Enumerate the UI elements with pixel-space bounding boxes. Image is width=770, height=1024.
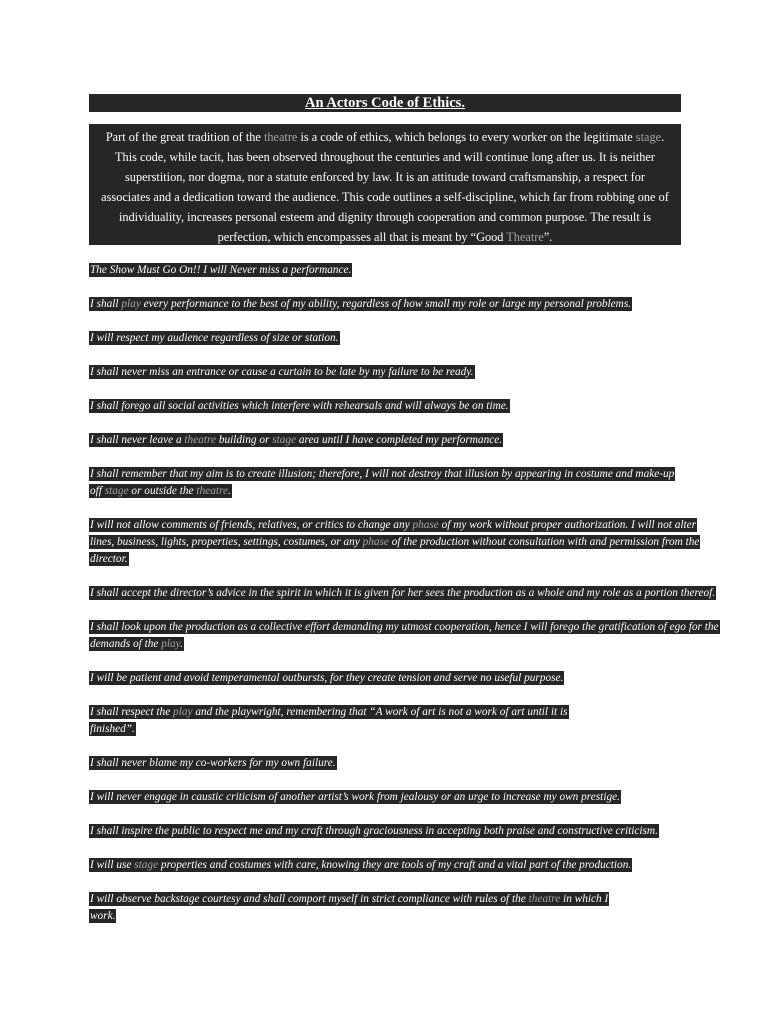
highlighted-term: theatre: [263, 130, 298, 144]
rule-line-highlight: [89, 892, 609, 906]
intro-line: [89, 147, 681, 167]
rule-text: I shall inspire the public to respect me and my craft through graciousness in accepting both praise and constructive criticism.: [90, 825, 658, 837]
highlighted-term: stage: [104, 485, 129, 497]
rule-line-highlight: [89, 433, 503, 447]
rule-text: I will use: [90, 859, 135, 871]
highlighted-term: Theatre: [506, 230, 544, 244]
rule-line-highlight: [89, 586, 716, 600]
highlighted-term: phase: [362, 536, 389, 548]
highlighted-term: stage: [272, 434, 297, 446]
intro-text: perfection, which encompasses all that is meant by “Good: [217, 230, 507, 244]
highlighted-term: theatre: [528, 893, 561, 905]
rule-line: [89, 670, 564, 687]
rule-line-highlight: [89, 790, 621, 804]
rule-text: finished”.: [90, 723, 135, 735]
rule-item: [89, 755, 337, 772]
rule-line: [89, 534, 700, 551]
rule-line: [89, 483, 675, 500]
rule-text: I shall never blame my co-workers for my own failure.: [90, 757, 336, 769]
rule-line-highlight: [89, 671, 564, 685]
rule-item: [89, 891, 609, 925]
highlighted-term: phase: [412, 519, 439, 531]
intro-line: [89, 127, 681, 147]
intro-line: [89, 167, 681, 187]
rule-item: [89, 619, 720, 653]
highlighted-term: play: [121, 298, 141, 310]
rule-line: [89, 364, 475, 381]
intro-text: is a code of ethics, which belongs to every worker on the legitimate: [297, 130, 636, 144]
rule-line-highlight: [89, 535, 700, 549]
rule-text: I shall remember that my aim is to create illusion; therefore, I will not destroy that illusion by appearing in costume and make-up: [90, 468, 675, 480]
intro-text: superstition, nor dogma, nor a statute enforced by law. It is an attitude toward craftsmanship, a respect for: [125, 170, 645, 184]
intro-text: .: [661, 130, 665, 144]
rule-line-highlight: [89, 620, 720, 634]
rule-item: [89, 466, 675, 500]
rule-line: [89, 517, 700, 534]
rule-line: [89, 466, 675, 483]
rule-text: I will not allow comments of friends, relatives, or critics to change any: [90, 519, 413, 531]
rule-line: [89, 398, 510, 415]
rule-text: I will observe backstage courtesy and shall comport myself in strict compliance with rules of the: [90, 893, 529, 905]
rule-line: [89, 789, 621, 806]
rule-line-highlight: [89, 518, 697, 532]
rule-text: lines, business, lights, properties, settings, costumes, or any: [90, 536, 363, 548]
intro-paragraph: [89, 124, 681, 245]
rule-text: I shall accept the director’s advice in the spirit in which it is given for her sees the production as a whole and my role as a portion thereof.: [90, 587, 716, 599]
rule-text: director.: [90, 553, 128, 565]
rule-item: [89, 517, 700, 568]
rule-line-highlight: [89, 637, 184, 651]
highlighted-term: stage: [635, 130, 662, 144]
rule-line-highlight: [89, 399, 510, 413]
rule-text: The Show Must Go On!! I will Never miss a performance.: [90, 264, 352, 276]
rule-text: I shall forego all social activities which interfere with rehearsals and will always be on time.: [90, 400, 509, 412]
rule-text: or outside the: [128, 485, 197, 497]
rule-item: [89, 704, 569, 738]
rule-text: I shall: [90, 298, 122, 310]
highlighted-term: play: [161, 638, 181, 650]
rule-item: [89, 364, 475, 381]
intro-text: associates and a dedication toward the audience. This code outlines a self-discipline, which far from robbing one of: [101, 190, 669, 204]
rule-text: I will respect my audience regardless of size or station.: [90, 332, 339, 344]
rule-item: [89, 262, 352, 279]
rule-text: and the playwright, remembering that “A work of art is not a work of art until it is: [192, 706, 568, 718]
rule-item: [89, 857, 632, 874]
rule-line: [89, 585, 716, 602]
rule-text: area until I have completed my performance.: [296, 434, 503, 446]
rule-line: [89, 857, 632, 874]
rule-line-highlight: [89, 722, 136, 736]
rule-line-highlight: [89, 756, 337, 770]
rule-text: I shall respect the: [90, 706, 174, 718]
rule-line-highlight: [89, 467, 675, 481]
rule-text: properties and costumes with care, knowing they are tools of my craft and a vital part of the production.: [158, 859, 632, 871]
rule-text: demands of the: [90, 638, 162, 650]
rule-line: [89, 908, 609, 925]
rule-line: [89, 262, 352, 279]
rule-line-highlight: [89, 484, 232, 498]
document-title: [89, 94, 681, 112]
rule-text: of my work without proper authorization. I will not alter: [438, 519, 697, 531]
rule-text: .: [180, 638, 183, 650]
rule-line-highlight: [89, 552, 129, 566]
rule-text: .: [227, 485, 231, 497]
rule-text: I will be patient and avoid temperamental outbursts, for they create tension and serve no useful purpose.: [90, 672, 564, 684]
rule-item: [89, 296, 632, 313]
rule-line-highlight: [89, 858, 632, 872]
intro-line: [89, 207, 681, 227]
highlighted-term: stage: [134, 859, 159, 871]
rule-line-highlight: [89, 365, 475, 379]
rule-text: work.: [90, 910, 116, 922]
rule-text: I will never engage in caustic criticism of another artist’s work from jealousy or an urge to increase my own prestige.: [90, 791, 620, 803]
rule-line: [89, 296, 632, 313]
rule-item: [89, 432, 503, 449]
rule-text: I shall look upon the production as a collective effort demanding my utmost cooperation, hence I will forego the gratification of ego for the: [90, 621, 719, 633]
rule-line: [89, 619, 720, 636]
rule-item: [89, 823, 659, 840]
highlighted-term: theatre: [184, 434, 217, 446]
rule-line: [89, 636, 720, 653]
rule-line-highlight: [89, 705, 569, 719]
rule-item: [89, 398, 510, 415]
rule-line: [89, 721, 569, 738]
rule-text: every performance to the best of my ability, regardless of how small my role or large my personal problems.: [140, 298, 632, 310]
rule-text: I shall never miss an entrance or cause a curtain to be late by my failure to be ready.: [90, 366, 474, 378]
document-title-text: An Actors Code of Ethics.: [305, 95, 465, 111]
rule-line: [89, 823, 659, 840]
rule-line-highlight: [89, 824, 659, 838]
intro-line: [89, 227, 681, 247]
rule-line: [89, 432, 503, 449]
highlighted-term: theatre: [196, 485, 228, 497]
intro-text: individuality, increases personal esteem and dignity through cooperation and common purpose. The result is: [118, 210, 652, 224]
rule-text: of the production without consultation with and permission from the: [388, 536, 700, 548]
rule-item: [89, 330, 340, 347]
rule-line-highlight: [89, 263, 352, 277]
rule-text: I shall never leave a: [90, 434, 185, 446]
rule-line: [89, 755, 337, 772]
intro-text: Part of the great tradition of the: [105, 130, 264, 144]
rule-line: [89, 891, 609, 908]
rule-line-highlight: [89, 909, 116, 923]
rule-item: [89, 789, 621, 806]
rule-text: building or: [216, 434, 273, 446]
intro-text: This code, while tacit, has been observed throughout the centuries and will continue long after us. It is neither: [115, 150, 655, 164]
rule-line: [89, 704, 569, 721]
rule-item: [89, 585, 716, 602]
rule-text: off: [90, 485, 105, 497]
rule-line: [89, 551, 700, 568]
rule-line: [89, 330, 340, 347]
intro-text: ”.: [543, 230, 553, 244]
rule-line-highlight: [89, 297, 632, 311]
highlighted-term: play: [173, 706, 193, 718]
rule-line-highlight: [89, 331, 340, 345]
rule-text: in which I: [560, 893, 609, 905]
intro-line: [89, 187, 681, 207]
rule-item: [89, 670, 564, 687]
